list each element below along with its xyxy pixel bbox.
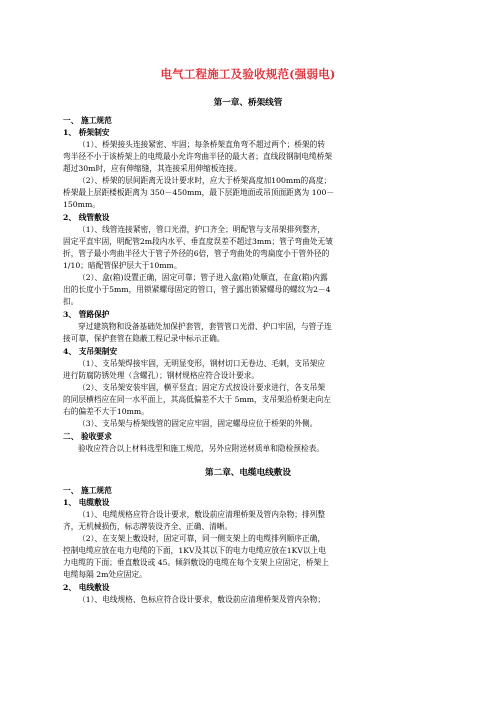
ch1-s1-line: （2）、桥架的层间距离无设计要求时，应大于桥架高度加100mm的高度； xyxy=(78,176,332,185)
ch1-s2-line: 折，管子最小弯曲半径大于管子外径的6倍，管子弯曲处的弯扁度小于管外径的 xyxy=(63,249,330,258)
ch1-s1-line: （1）、桥架接头连接紧密、牢固；每条桥架直角弯不超过两个；桥架的转 xyxy=(78,140,326,149)
ch1-s1-line: 弯半径不小于该桥架上的电缆最小允许弯曲半径的最大者；直线段钢制电缆桥架 xyxy=(63,152,333,161)
ch1-s4-heading: 4、 支吊架制安 xyxy=(63,347,118,356)
ch2-section-1-heading: 一、 施工规范 xyxy=(63,486,112,495)
ch1-s1-line: 超过30m时，应有伸缩缝，其连接采用伸缩板连接。 xyxy=(63,164,242,173)
ch1-s4-line: （3）、支吊架与桥架线管的固定应牢固，固定螺母应位于桥架的外侧。 xyxy=(78,419,318,428)
ch1-s4-line: 右的偏差不大于10mm。 xyxy=(63,407,149,416)
ch1-s1-heading: 1、 桥架制安 xyxy=(63,128,110,137)
ch1-section-1-heading: 一、 施工规范 xyxy=(63,116,112,125)
ch2-s1-line: （2）、在支架上敷设时，固定可靠，同一侧支架上的电缆排列顺序正确， xyxy=(78,534,326,543)
ch1-s4-line: 的同层横档应在同一水平面上，其高低偏差不大于 5mm，支吊架沿桥架走向左 xyxy=(63,395,331,404)
ch1-s1-line: 桥架最上层距楼板距离为 350－450mm，最下层距地面或吊顶面距离为 100－ xyxy=(63,188,335,197)
ch2-s1-line: 电缆每隔 2m处应固定。 xyxy=(63,570,147,579)
ch1-s3-line: 穿过建筑物和设备基础处加保护套管，套管管口光滑、护口牢固，与管子连 xyxy=(78,322,332,331)
ch2-s1-line: 控制电缆应放在电力电缆的下面，1KV及其以下的电力电缆应放在1KV以上电 xyxy=(63,546,326,555)
ch1-section-2-heading: 二、 验收要求 xyxy=(63,432,112,441)
ch2-s1-heading: 1、 电缆敷设 xyxy=(63,498,110,507)
document-title: 电气工程施工及验收规范(强弱电) xyxy=(160,67,336,81)
ch1-s2-line: 1/10；暗配管保护层大于10mm。 xyxy=(63,261,182,270)
ch1-s2-line: （1）、线管连接紧密，管口光滑，护口齐全；明配管与支吊架排列整齐， xyxy=(78,225,326,234)
ch2-s2-heading: 2、 电线敷设 xyxy=(63,583,110,592)
ch1-s2-line: 扣。 xyxy=(63,297,79,306)
ch1-s2-line: （2）、盒(箱)设置正确，固定可靠；管子进入盒(箱)处顺直，在盒(箱)内露 xyxy=(78,273,328,282)
ch1-s3-line: 接可靠，保护套管在隐蔽工程记录中标示正确。 xyxy=(63,334,225,343)
ch2-s1-line: 齐，无机械损伤，标志牌装设齐全、正确、清晰。 xyxy=(63,522,233,531)
ch1-s2-heading: 2、 线管敷设 xyxy=(63,213,110,222)
ch1-s2-line: 出的长度小于5mm，用锁紧螺母固定的管口，管子露出锁紧螺母的螺纹为2－4 xyxy=(63,285,331,294)
ch1-s4-line: （1）、支吊架焊接牢固，无明显变形，钢材切口无卷边、毛刺，支吊架应 xyxy=(78,359,326,368)
ch2-s1-line: 力电缆的下面；垂直敷设或 45。倾斜敷设的电缆在每个支架上应固定，桥架上 xyxy=(63,558,329,567)
chapter-2-title: 第二章、电缆电线敷设 xyxy=(205,468,291,478)
ch1-s2-line: 固定平直牢固，明配管2m段内水平、垂直度误差不超过3mm；管子弯曲处无皱 xyxy=(63,237,333,246)
ch1-s4-line: 进行防腐防锈处理（含螺孔）；钢材规格应符合设计要求。 xyxy=(63,371,260,380)
chapter-1-title: 第一章、桥架线管 xyxy=(213,98,283,108)
ch1-section-2-line: 验收应符合以上材料选型和施工规范，另外应附送材质单和隐检预检表。 xyxy=(78,444,325,453)
ch1-s3-heading: 3、 管路保护 xyxy=(63,310,110,319)
ch2-s2-line: （1）、电线规格、色标应符合设计要求，敷设前应清理桥架及管内杂物； xyxy=(78,595,326,604)
ch2-s1-line: （1）、电缆规格应符合设计要求，敷设前应清理桥架及管内杂物；排列整 xyxy=(78,510,326,519)
ch1-s1-line: 150mm。 xyxy=(63,200,100,209)
ch1-s4-line: （2）、支吊架安装牢固，横平竖直；固定方式按设计要求进行，各支吊架 xyxy=(78,383,326,392)
